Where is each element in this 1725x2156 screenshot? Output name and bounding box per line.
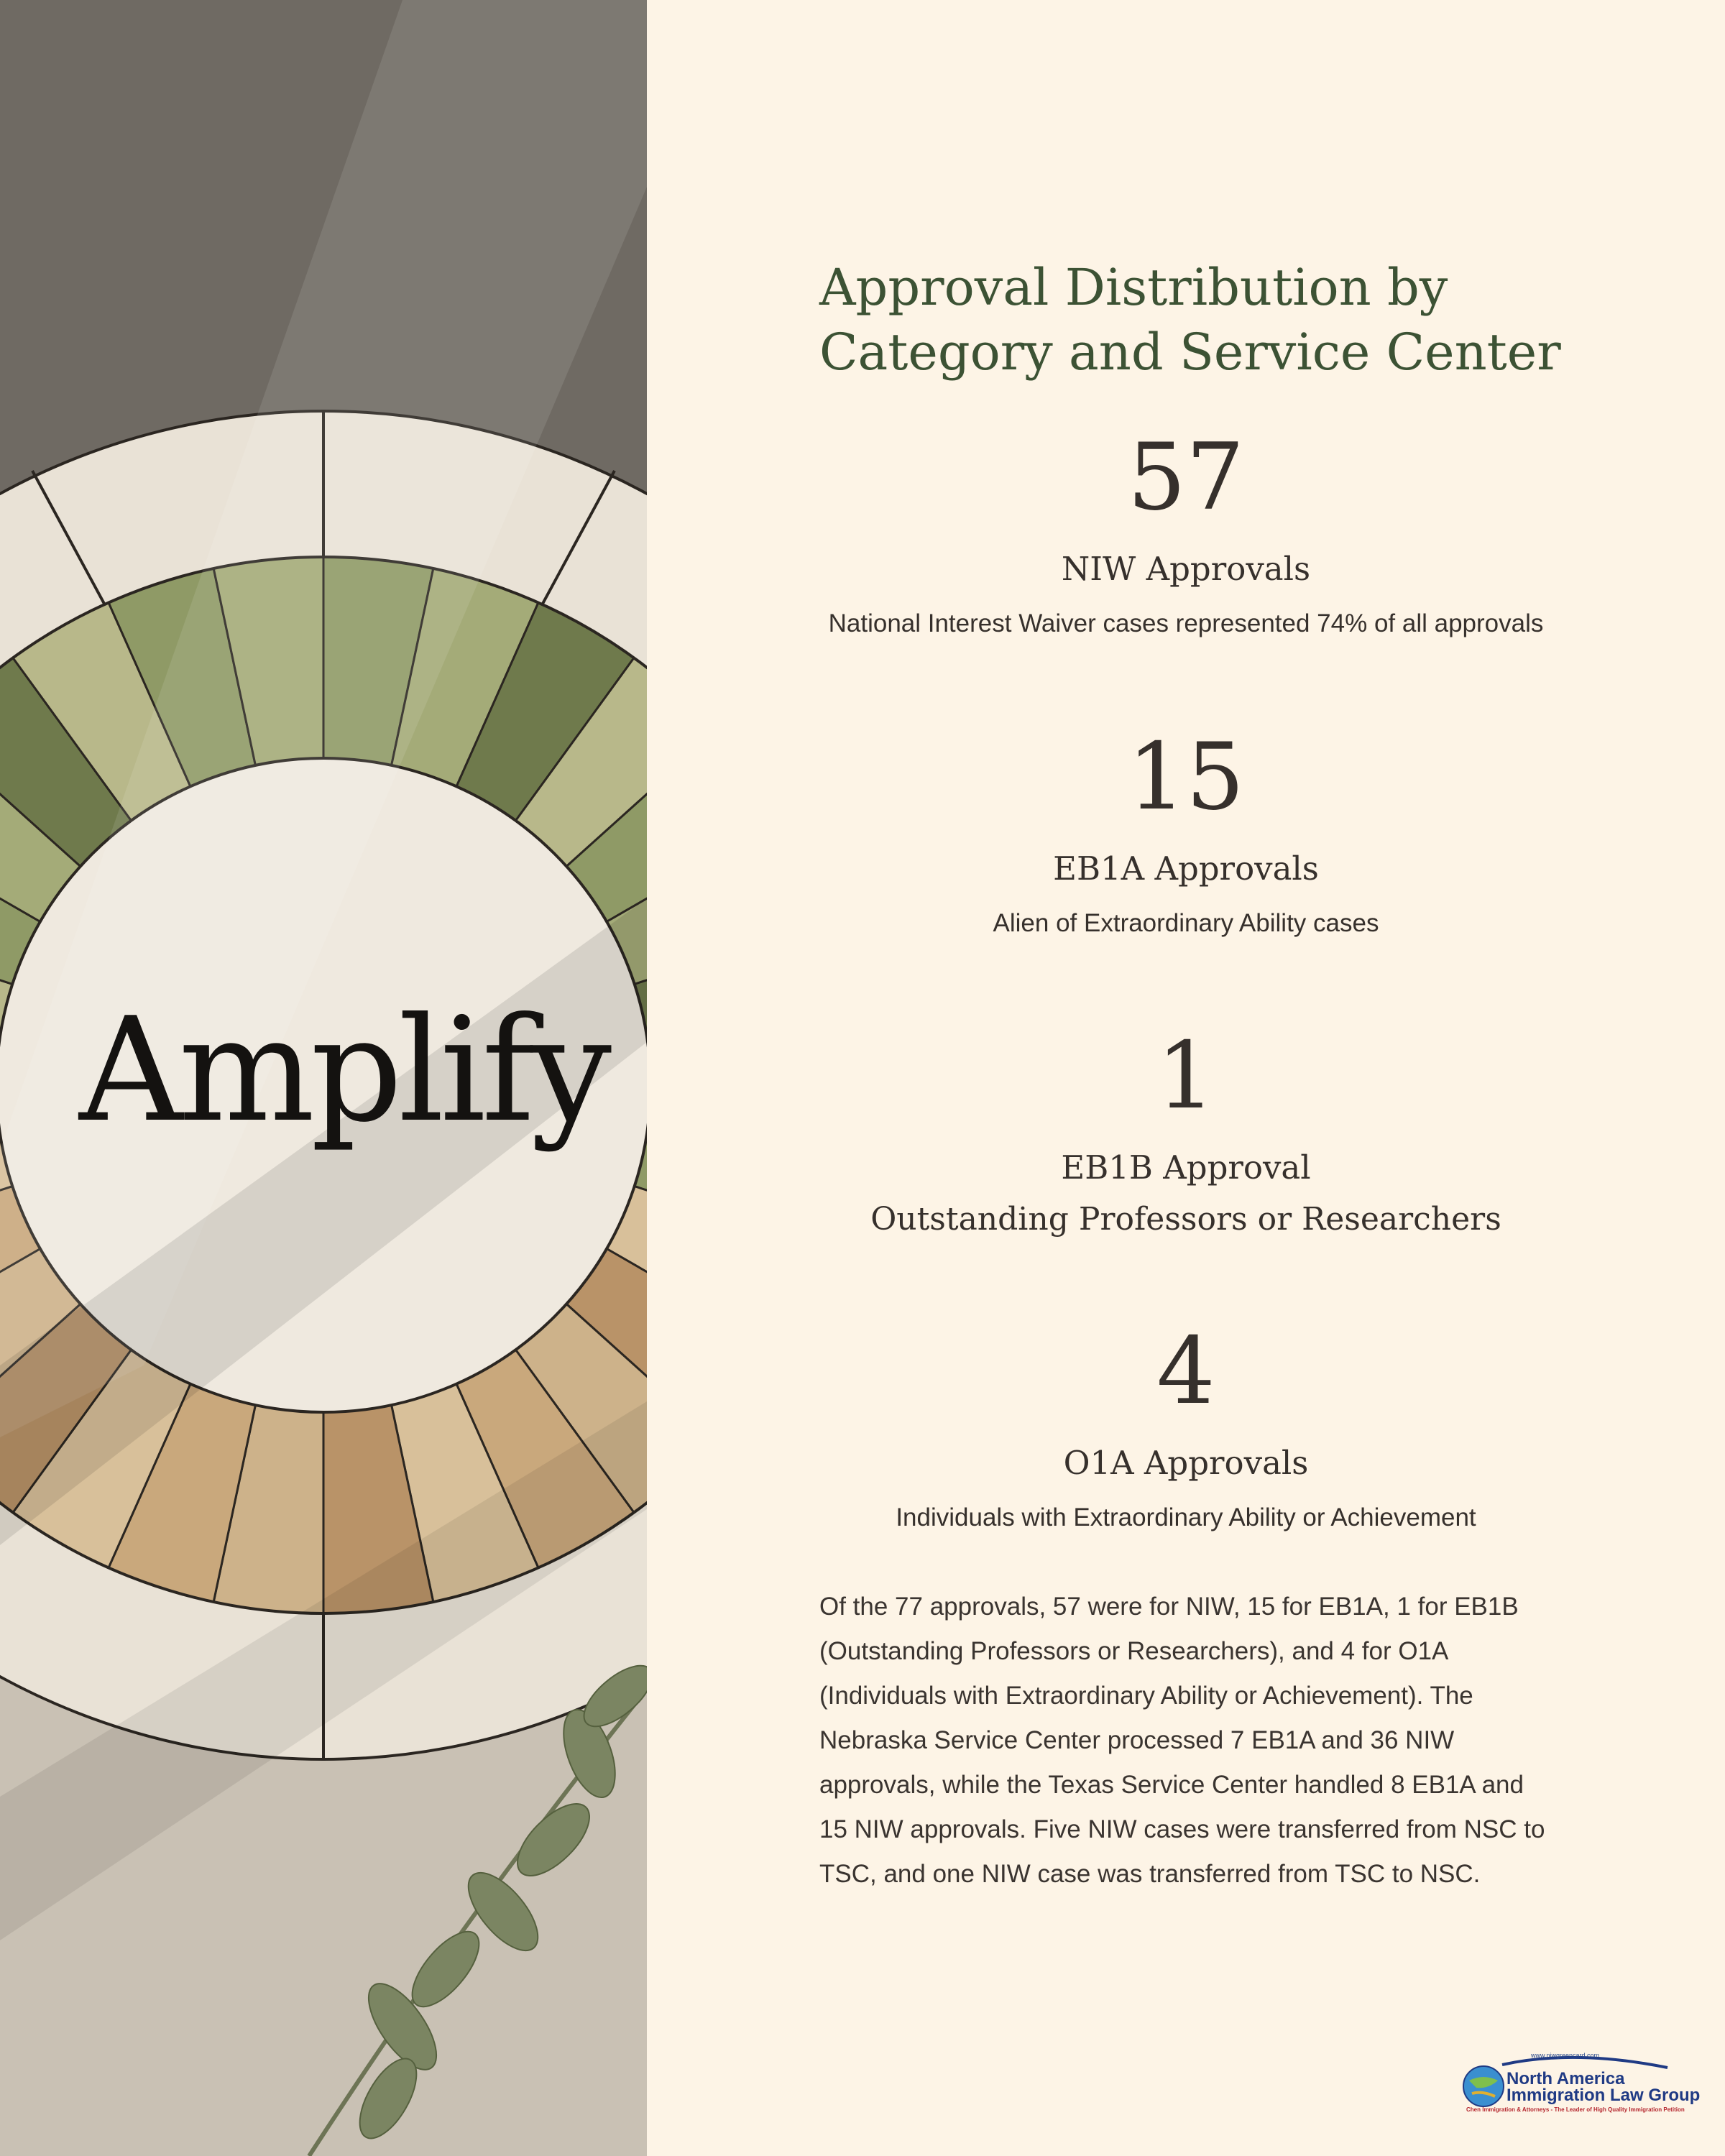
stat-label: EB1B Approval [1061, 1148, 1311, 1187]
page-title [819, 255, 1567, 384]
logo-line-1: North America [1506, 2069, 1625, 2088]
firm-logo [1459, 2052, 1701, 2116]
summary-paragraph: Of the 77 approvals, 57 were for NIW, 15 for EB1A, 1 for EB1B (Outstanding Professors or Researchers), and 4 for O1A (Individuals with Extraordinary Ability or Achievement). The Nebraska Service Center processed 7 EB1A and 36 NIW approvals, while the Texas Service Center handled 8 EB1A and 15 NIW approvals. Five NIW cases were transferred from NSC to TSC, and one NIW case was transferred from TSC to NSC. [819, 1593, 1545, 1888]
logo-tagline: Chen Immigration & Attorneys - The Leader of High Quality Immigration Petition [1466, 2106, 1685, 2113]
stat-description: Outstanding Professors or Researchers [870, 1201, 1501, 1238]
stat-eb1a [819, 724, 1552, 941]
page-title-line-1: Approval Distribution by [819, 258, 1448, 317]
wheel-center-word: Amplify [79, 987, 608, 1154]
content-column [819, 0, 1561, 2156]
stat-description: Alien of Extraordinary Ability cases [993, 909, 1379, 937]
stat-number: 4 [1156, 1318, 1215, 1425]
stat-label: O1A Approvals [1063, 1444, 1309, 1482]
stat-o1a [819, 1318, 1552, 1535]
stat-description: National Interest Waiver cases represented 74% of all approvals [828, 609, 1544, 637]
stat-niw [819, 424, 1552, 641]
logo-line-2: Immigration Law Group [1506, 2086, 1701, 2105]
stat-label: EB1A Approvals [1053, 849, 1319, 888]
stat-number: 57 [1127, 424, 1245, 531]
stat-number: 15 [1127, 724, 1245, 831]
hero-image-panel [0, 0, 647, 2156]
stat-label: NIW Approvals [1061, 550, 1311, 588]
page-title-line-2: Category and Service Center [819, 323, 1561, 382]
stat-description: Individuals with Extraordinary Ability or Achievement [896, 1503, 1476, 1531]
stat-eb1b [819, 1023, 1552, 1237]
stat-number: 1 [1156, 1023, 1215, 1130]
logo-url: www.niwgreencard.com [1531, 2052, 1600, 2059]
